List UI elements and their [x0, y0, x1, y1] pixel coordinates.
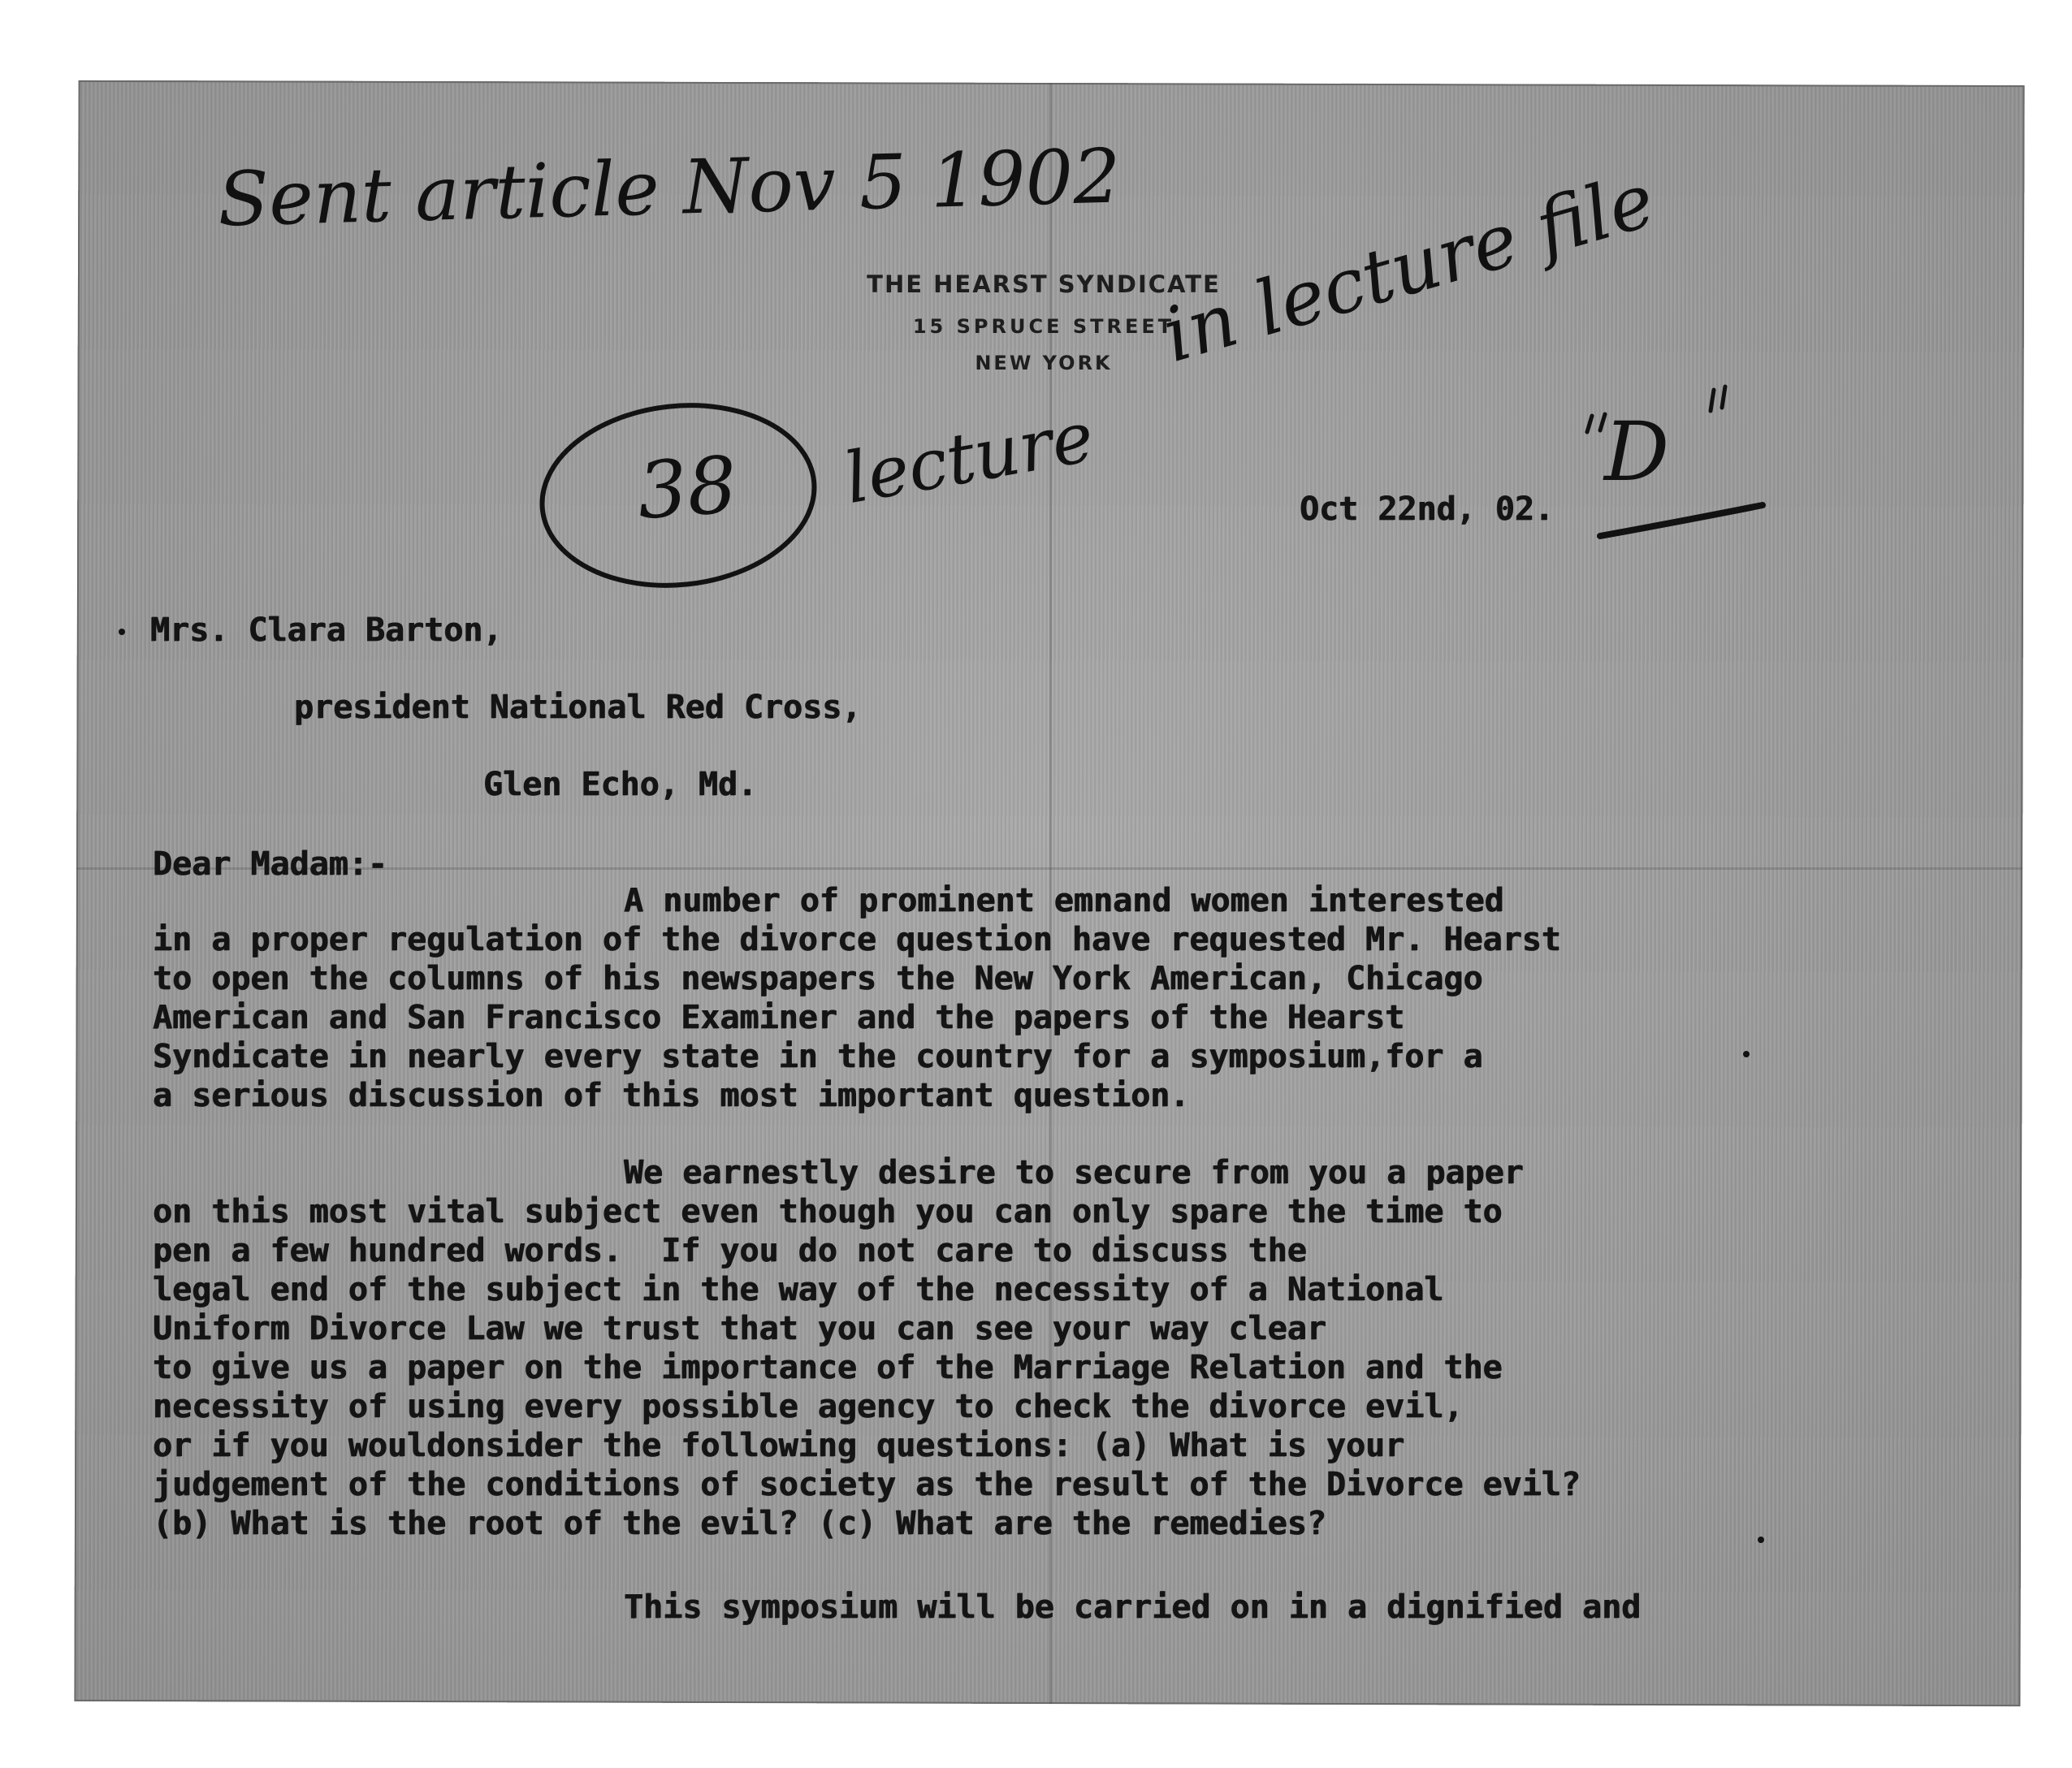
paragraph2-line: pen a few hundred words. If you do not care to discuss the: [153, 1232, 1307, 1269]
circled-number: 38: [634, 439, 740, 538]
paragraph1-line: Syndicate in nearly every state in the country for a symposium,for a: [153, 1038, 1483, 1075]
salutation: Dear Madam:-: [153, 845, 387, 883]
paragraph2-line: on this most vital subject even though you can only spare the time to: [153, 1193, 1503, 1230]
paragraph2-line: (b) What is the root of the evil? (c) What are the remedies?: [153, 1505, 1326, 1542]
paragraph1-line: A number of prominent emnand women interested: [624, 882, 1504, 919]
handwritten-lecture-word: lecture: [838, 396, 1100, 520]
paragraph2-line: Uniform Divorce Law we trust that you can see your way clear: [153, 1310, 1326, 1347]
paragraph3-line: This symposium will be carried on in a dignified and: [624, 1589, 1642, 1626]
paragraph1-line: a serious discussion of this most important question.: [153, 1077, 1190, 1114]
letter-date: Oct 22nd, 02.: [1300, 491, 1555, 528]
recipient-name: Mrs. Clara Barton,: [150, 612, 503, 649]
paragraph2-line: legal end of the subject in the way of the necessity of a National: [153, 1271, 1444, 1308]
handwritten-file-note: in lecture file: [1153, 156, 1664, 379]
paragraph1-line: in a proper regulation of the divorce question have requested Mr. Hearst: [153, 921, 1561, 958]
letterhead-city: NEW YORK: [975, 352, 1113, 374]
recipient-title: president National Red Cross,: [294, 689, 862, 726]
paragraph1-line: American and San Francisco Examiner and the papers of the Hearst: [153, 999, 1405, 1036]
handwritten-file-letter: D: [1604, 404, 1670, 499]
paragraph2-line: to give us a paper on the importance of the Marriage Relation and the: [153, 1349, 1503, 1386]
paragraph2-line: We earnestly desire to secure from you a paper: [624, 1154, 1524, 1191]
paragraph2-line: judgement of the conditions of society as the result of the Divorce evil?: [153, 1466, 1581, 1503]
paragraph2-line: or if you wouldonsider the following questions: (a) What is your: [153, 1427, 1405, 1464]
paragraph1-line: to open the columns of his newspapers the New York American, Chicago: [153, 960, 1483, 997]
handwritten-top-note: Sent article Nov 5 1902: [216, 132, 1123, 244]
paragraph2-line: necessity of using every possible agency to check the divorce evil,: [153, 1388, 1464, 1425]
letterhead-name: THE HEARST SYNDICATE: [867, 270, 1221, 298]
recipient-place: Glen Echo, Md.: [483, 766, 758, 803]
letterhead-street: 15 SPRUCE STREET: [912, 315, 1175, 338]
